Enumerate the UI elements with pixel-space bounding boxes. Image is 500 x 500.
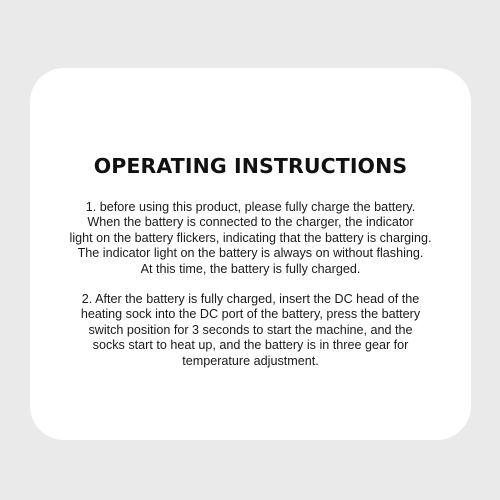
paragraph-line: switch position for 3 seconds to start the machine, and the [88, 322, 413, 337]
instruction-paragraph-1 [36, 200, 465, 277]
paragraph-line: light on the battery flickers, indicating that the battery is charging. [69, 230, 432, 245]
paragraph-line: temperature adjustment. [182, 353, 319, 368]
instruction-paragraph-2 [36, 292, 465, 369]
paragraph-line: 2. After the battery is fully charged, insert the DC head of the [81, 292, 420, 306]
paragraph-line: 1. before using this product, please fully charge the battery. [85, 200, 416, 214]
document-title: OPERATING INSTRUCTIONS [93, 154, 408, 178]
paragraph-line: The indicator light on the battery is always on without flashing. [77, 246, 424, 261]
instructions-card [30, 68, 471, 440]
paragraph-line: At this time, the battery is fully charged. [140, 261, 361, 276]
paragraph-line: socks start to heat up, and the battery is in three gear for [92, 338, 409, 353]
paragraph-line: heating sock into the DC port of the battery, press the battery [80, 307, 421, 322]
paragraph-line: When the battery is connected to the charger, the indicator [87, 215, 414, 230]
